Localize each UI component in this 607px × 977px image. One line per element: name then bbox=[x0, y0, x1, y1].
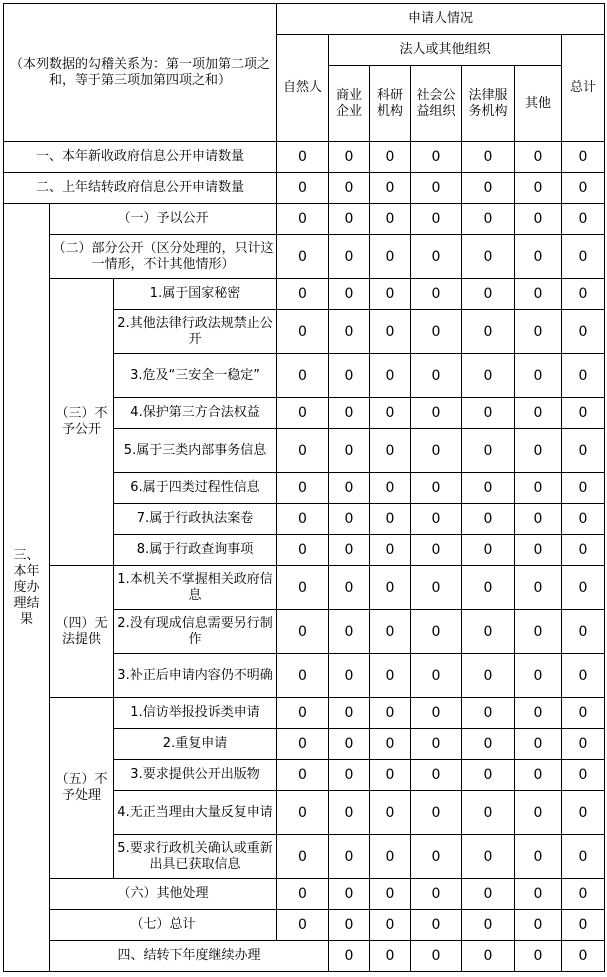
cell-value: 0 bbox=[370, 879, 411, 910]
cell-value: 0 bbox=[462, 535, 515, 566]
cell-value: 0 bbox=[462, 504, 515, 535]
row-label: 5.属于三类内部事务信息 bbox=[114, 429, 277, 473]
cell-value: 0 bbox=[462, 879, 515, 910]
cell-value: 0 bbox=[562, 941, 605, 972]
row-label: 一、本年新收政府信息公开申请数量 bbox=[4, 142, 277, 173]
cell-value: 0 bbox=[277, 142, 329, 173]
header-total: 总计 bbox=[562, 35, 605, 142]
cell-value: 0 bbox=[562, 610, 605, 654]
cell-value: 0 bbox=[562, 566, 605, 610]
cell-value: 0 bbox=[411, 310, 462, 354]
row-label: 二、上年结转政府信息公开申请数量 bbox=[4, 173, 277, 204]
cell-value: 0 bbox=[370, 173, 411, 204]
cell-value: 0 bbox=[329, 279, 370, 310]
cell-value: 0 bbox=[329, 173, 370, 204]
cell-value: 0 bbox=[515, 204, 562, 235]
cell-value: 0 bbox=[515, 504, 562, 535]
cell-value: 0 bbox=[515, 729, 562, 760]
cell-value: 0 bbox=[277, 310, 329, 354]
cell-value: 0 bbox=[411, 791, 462, 835]
cell-value: 0 bbox=[329, 910, 370, 941]
cell-value: 0 bbox=[562, 791, 605, 835]
cell-value: 0 bbox=[277, 173, 329, 204]
cell-value: 0 bbox=[277, 429, 329, 473]
cell-value: 0 bbox=[277, 910, 329, 941]
cell-value: 0 bbox=[411, 698, 462, 729]
application-stats-table bbox=[3, 3, 605, 972]
row-label: 4.无正当理由大量反复申请 bbox=[114, 791, 277, 835]
cell-value: 0 bbox=[462, 729, 515, 760]
cell-value: 0 bbox=[370, 354, 411, 398]
header-natural-person: 自然人 bbox=[277, 35, 329, 142]
cell-value: 0 bbox=[411, 910, 462, 941]
cell-value: 0 bbox=[462, 173, 515, 204]
cell-value: 0 bbox=[411, 204, 462, 235]
cell-value: 0 bbox=[277, 279, 329, 310]
cell-value: 0 bbox=[329, 504, 370, 535]
row-label: 四、结转下年度继续办理 bbox=[50, 941, 329, 972]
row-label: 8.属于行政查询事项 bbox=[114, 535, 277, 566]
cell-value: 0 bbox=[562, 654, 605, 698]
cell-value: 0 bbox=[277, 760, 329, 791]
cell-value: 0 bbox=[562, 910, 605, 941]
cell-value: 0 bbox=[411, 142, 462, 173]
cell-value: 0 bbox=[370, 429, 411, 473]
cell-value: 0 bbox=[462, 791, 515, 835]
cell-value: 0 bbox=[562, 279, 605, 310]
cell-value: 0 bbox=[411, 879, 462, 910]
row-label: 3.补正后申请内容仍不明确 bbox=[114, 654, 277, 698]
cell-value: 0 bbox=[277, 654, 329, 698]
cell-value: 0 bbox=[411, 760, 462, 791]
cell-value: 0 bbox=[329, 142, 370, 173]
cell-value: 0 bbox=[277, 610, 329, 654]
table-row bbox=[4, 698, 605, 729]
cell-value: 0 bbox=[515, 354, 562, 398]
cell-value: 0 bbox=[370, 235, 411, 279]
cell-value: 0 bbox=[277, 354, 329, 398]
cell-value: 0 bbox=[562, 535, 605, 566]
table-row bbox=[4, 941, 605, 972]
row-label: （二）部分公开（区分处理的，只计这一情形，不计其他情形） bbox=[50, 235, 277, 279]
cell-value: 0 bbox=[277, 473, 329, 504]
cell-value: 0 bbox=[562, 142, 605, 173]
cell-value: 0 bbox=[277, 504, 329, 535]
cell-value: 0 bbox=[562, 204, 605, 235]
header-legal-service: 法律服务机构 bbox=[462, 66, 515, 142]
cell-value: 0 bbox=[515, 310, 562, 354]
cell-value: 0 bbox=[411, 473, 462, 504]
table-row bbox=[4, 204, 605, 235]
cell-value: 0 bbox=[277, 791, 329, 835]
cell-value: 0 bbox=[277, 729, 329, 760]
cell-value: 0 bbox=[515, 654, 562, 698]
cell-value: 0 bbox=[562, 354, 605, 398]
cell-value: 0 bbox=[462, 279, 515, 310]
cell-value: 0 bbox=[562, 398, 605, 429]
cell-value: 0 bbox=[462, 610, 515, 654]
cell-value: 0 bbox=[411, 504, 462, 535]
cell-value: 0 bbox=[329, 835, 370, 879]
cell-value: 0 bbox=[411, 729, 462, 760]
cell-value: 0 bbox=[462, 142, 515, 173]
cell-value: 0 bbox=[462, 354, 515, 398]
cell-value: 0 bbox=[515, 142, 562, 173]
cell-value: 0 bbox=[329, 398, 370, 429]
cell-value: 0 bbox=[370, 729, 411, 760]
cell-value: 0 bbox=[370, 142, 411, 173]
cell-value: 0 bbox=[462, 473, 515, 504]
cell-value: 0 bbox=[562, 310, 605, 354]
cell-value: 0 bbox=[411, 173, 462, 204]
cell-value: 0 bbox=[329, 654, 370, 698]
cell-value: 0 bbox=[329, 760, 370, 791]
group-3-label: （三）不予公开 bbox=[50, 279, 114, 566]
cell-value: 0 bbox=[515, 835, 562, 879]
table-row bbox=[4, 279, 605, 310]
cell-value: 0 bbox=[462, 760, 515, 791]
cell-value: 0 bbox=[329, 941, 370, 972]
cell-value: 0 bbox=[370, 398, 411, 429]
table-row bbox=[4, 879, 605, 910]
row-label: 1.本机关不掌握相关政府信息 bbox=[114, 566, 277, 610]
row-label: （一）予以公开 bbox=[50, 204, 277, 235]
cell-value: 0 bbox=[411, 654, 462, 698]
header-other: 其他 bbox=[515, 66, 562, 142]
cell-value: 0 bbox=[370, 473, 411, 504]
row-label: 3.要求提供公开出版物 bbox=[114, 760, 277, 791]
table-row bbox=[4, 566, 605, 610]
cell-value: 0 bbox=[370, 504, 411, 535]
cell-value: 0 bbox=[562, 835, 605, 879]
cell-value: 0 bbox=[277, 566, 329, 610]
cell-value: 0 bbox=[562, 760, 605, 791]
cell-value: 0 bbox=[370, 835, 411, 879]
group-4-label: （四）无法提供 bbox=[50, 566, 114, 698]
cell-value: 0 bbox=[277, 879, 329, 910]
cell-value: 0 bbox=[562, 729, 605, 760]
cell-value: 0 bbox=[370, 610, 411, 654]
cell-value: 0 bbox=[515, 429, 562, 473]
cell-value: 0 bbox=[462, 910, 515, 941]
cell-value: 0 bbox=[329, 791, 370, 835]
cell-value: 0 bbox=[515, 473, 562, 504]
row-label: 3.危及“三安全一稳定” bbox=[114, 354, 277, 398]
row-label: 2.其他法律行政法规禁止公开 bbox=[114, 310, 277, 354]
cell-value: 0 bbox=[370, 310, 411, 354]
row-label: （六）其他处理 bbox=[50, 879, 277, 910]
cell-value: 0 bbox=[411, 535, 462, 566]
cell-value: 0 bbox=[411, 941, 462, 972]
cell-value: 0 bbox=[370, 698, 411, 729]
cell-value: 0 bbox=[329, 310, 370, 354]
cell-value: 0 bbox=[515, 173, 562, 204]
cell-value: 0 bbox=[411, 398, 462, 429]
cell-value: 0 bbox=[370, 760, 411, 791]
cell-value: 0 bbox=[515, 698, 562, 729]
cell-value: 0 bbox=[329, 204, 370, 235]
cell-value: 0 bbox=[277, 398, 329, 429]
cell-value: 0 bbox=[462, 698, 515, 729]
cell-value: 0 bbox=[411, 354, 462, 398]
cell-value: 0 bbox=[329, 473, 370, 504]
table-row bbox=[4, 142, 605, 173]
cell-value: 0 bbox=[329, 610, 370, 654]
cell-value: 0 bbox=[515, 879, 562, 910]
row-label: 2.重复申请 bbox=[114, 729, 277, 760]
cell-value: 0 bbox=[329, 429, 370, 473]
cell-value: 0 bbox=[370, 204, 411, 235]
cell-value: 0 bbox=[515, 235, 562, 279]
section-3-label: 三、本年度办理结果 bbox=[4, 204, 50, 972]
table-row bbox=[4, 235, 605, 279]
row-label: 7.属于行政执法案卷 bbox=[114, 504, 277, 535]
cell-value: 0 bbox=[562, 504, 605, 535]
cell-value: 0 bbox=[515, 941, 562, 972]
row-label: 6.属于四类过程性信息 bbox=[114, 473, 277, 504]
cell-value: 0 bbox=[462, 204, 515, 235]
cell-value: 0 bbox=[411, 235, 462, 279]
cell-value: 0 bbox=[370, 535, 411, 566]
cell-value: 0 bbox=[277, 235, 329, 279]
cell-value: 0 bbox=[370, 910, 411, 941]
cell-value: 0 bbox=[277, 204, 329, 235]
cell-value: 0 bbox=[411, 610, 462, 654]
cell-value: 0 bbox=[277, 835, 329, 879]
cell-value: 0 bbox=[562, 429, 605, 473]
cell-value: 0 bbox=[329, 879, 370, 910]
cell-value: 0 bbox=[562, 173, 605, 204]
cell-value: 0 bbox=[515, 610, 562, 654]
header-note: （本列数据的勾稽关系为：第一项加第二项之和，等于第三项加第四项之和） bbox=[4, 4, 277, 142]
cell-value: 0 bbox=[329, 566, 370, 610]
header-social: 社会公益组织 bbox=[411, 66, 462, 142]
cell-value: 0 bbox=[329, 235, 370, 279]
cell-value: 0 bbox=[370, 279, 411, 310]
cell-value: 0 bbox=[562, 698, 605, 729]
cell-value: 0 bbox=[462, 398, 515, 429]
cell-value: 0 bbox=[462, 235, 515, 279]
cell-value: 0 bbox=[515, 279, 562, 310]
cell-value: 0 bbox=[277, 698, 329, 729]
cell-value: 0 bbox=[462, 941, 515, 972]
cell-value: 0 bbox=[462, 310, 515, 354]
cell-value: 0 bbox=[329, 535, 370, 566]
cell-value: 0 bbox=[329, 698, 370, 729]
table-row bbox=[4, 910, 605, 941]
cell-value: 0 bbox=[515, 398, 562, 429]
cell-value: 0 bbox=[370, 654, 411, 698]
cell-value: 0 bbox=[370, 941, 411, 972]
header-applicant: 申请人情况 bbox=[277, 4, 605, 35]
cell-value: 0 bbox=[277, 535, 329, 566]
row-label: 5.要求行政机关确认或重新出具已获取信息 bbox=[114, 835, 277, 879]
cell-value: 0 bbox=[329, 354, 370, 398]
cell-value: 0 bbox=[562, 879, 605, 910]
cell-value: 0 bbox=[462, 835, 515, 879]
cell-value: 0 bbox=[411, 835, 462, 879]
cell-value: 0 bbox=[562, 473, 605, 504]
cell-value: 0 bbox=[411, 279, 462, 310]
cell-value: 0 bbox=[411, 566, 462, 610]
cell-value: 0 bbox=[515, 566, 562, 610]
cell-value: 0 bbox=[462, 654, 515, 698]
cell-value: 0 bbox=[515, 910, 562, 941]
cell-value: 0 bbox=[562, 235, 605, 279]
row-label: 4.保护第三方合法权益 bbox=[114, 398, 277, 429]
header-legal-group: 法人或其他组织 bbox=[329, 35, 562, 66]
cell-value: 0 bbox=[370, 566, 411, 610]
header-commercial: 商业企业 bbox=[329, 66, 370, 142]
cell-value: 0 bbox=[462, 566, 515, 610]
row-label: （七）总计 bbox=[50, 910, 277, 941]
cell-value: 0 bbox=[462, 429, 515, 473]
cell-value: 0 bbox=[515, 760, 562, 791]
cell-value: 0 bbox=[411, 429, 462, 473]
header-research: 科研机构 bbox=[370, 66, 411, 142]
row-label: 1.属于国家秘密 bbox=[114, 279, 277, 310]
row-label: 2.没有现成信息需要另行制作 bbox=[114, 610, 277, 654]
cell-value: 0 bbox=[515, 535, 562, 566]
table-row bbox=[4, 173, 605, 204]
cell-value: 0 bbox=[370, 791, 411, 835]
cell-value: 0 bbox=[515, 791, 562, 835]
group-5-label: （五）不予处理 bbox=[50, 698, 114, 879]
cell-value: 0 bbox=[329, 729, 370, 760]
row-label: 1.信访举报投诉类申请 bbox=[114, 698, 277, 729]
